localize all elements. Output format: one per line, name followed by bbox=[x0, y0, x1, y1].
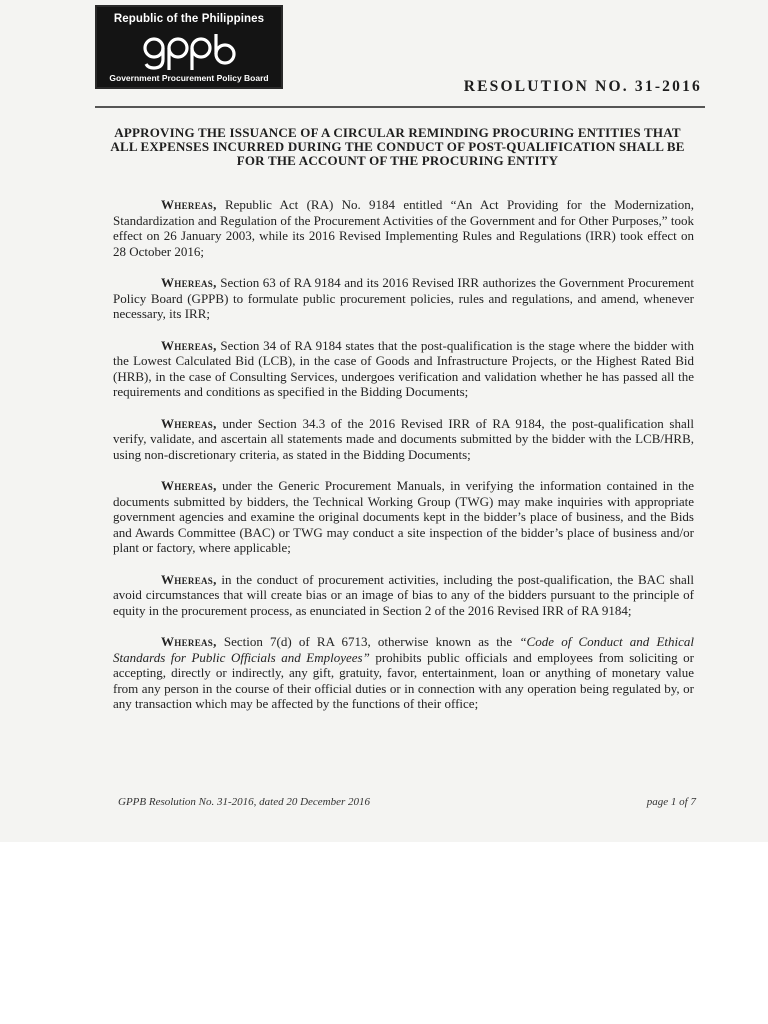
whereas-paragraph: Whereas, Republic Act (RA) No. 9184 entitled “An Act Providing for the Modernization, Standardization and Regulation of the Procurement Activities of the Government and for Other Purposes,” took effect on 26 January 2003, while its 2016 Revised Implementing Rules and Regulations (IRR) took effect on 28 October 2016; bbox=[113, 197, 694, 259]
whereas-paragraph: Whereas, under the Generic Procurement Manuals, in verifying the information contained in the documents submitted by bidders, the Technical Working Group (TWG) may make inquiries with appropriate government agencies and examine the original documents kept in the bidder’s place of business, and the Bids and Awards Committee (BAC) or TWG may conduct a site inspection of the bidder’s place of business and/or plant or factory, where applicable; bbox=[113, 478, 694, 555]
blank-margin bbox=[0, 842, 768, 1024]
logo-bottom-text: Government Procurement Policy Board bbox=[109, 73, 269, 83]
whereas-paragraph: Whereas, Section 34 of RA 9184 states that the post-qualification is the stage where the bidder with the Lowest Calculated Bid (LCB), in the case of Goods and Infrastructure Projects, or the Highest Rated Bid (HRB), in the case of Consulting Services, undergoes verification and validation whether he has passed all the requirements and conditions as specified in the Bidding Documents; bbox=[113, 337, 694, 399]
footer-reference: GPPB Resolution No. 31-2016, dated 20 December 2016 bbox=[118, 796, 371, 808]
resolution-body bbox=[113, 197, 694, 728]
gppb-logo bbox=[95, 5, 283, 89]
whereas-paragraph: Whereas, in the conduct of procurement activities, including the post-qualification, the BAC shall avoid circumstances that will create bias or an image of bias to any of the bidders pursuant to the principle of equity in the procurement process, as enunciated in Section 2 of the 2016 Revised IRR of RA 9184; bbox=[113, 571, 694, 618]
logo-top-text: Republic of the Philippines bbox=[113, 13, 265, 25]
whereas-paragraph: Whereas, Section 63 of RA 9184 and its 2016 Revised IRR authorizes the Government Procurement Policy Board (GPPB) to formulate public procurement policies, rules and regulations, and amend, whenever necessary, its IRR; bbox=[113, 275, 694, 321]
resolution-number: RESOLUTION NO. 31-2016 bbox=[463, 78, 702, 95]
gppb-logo-mark bbox=[140, 32, 240, 72]
code-of-conduct-title: “Code of Conduct and Ethical Standards for Public Officials and Employees” bbox=[113, 634, 694, 665]
page-number: page 1 of 7 bbox=[646, 796, 696, 808]
whereas-paragraph: Whereas, under Section 34.3 of the 2016 Revised IRR of RA 9184, the post-qualification shall verify, validate, and ascertain all statements made and documents submitted by the bidder with the LCB/HRB, using non-discretionary criteria, as stated in the Bidding Documents; bbox=[113, 415, 694, 462]
header-divider bbox=[95, 106, 705, 108]
resolution-title: APPROVING THE ISSUANCE OF A CIRCULAR REMINDING PROCURING ENTITIES THAT ALL EXPENSES INCURRED DURING THE CONDUCT OF POST-QUALIFICATION SHALL BE FOR THE ACCOUNT OF THE PROCURING ENTITY bbox=[110, 125, 685, 168]
whereas-paragraph: Whereas, Section 7(d) of RA 6713, otherwise known as the “Code of Conduct and Ethical Standards for Public Officials and Employees” prohibits public officials and employees from soliciting or accepting, directly or indirectly, any gift, gratuity, favor, entertainment, loan or anything of monetary value from any person in the course of their official duties or in connection with any operation being regulated by, or any transaction which may be affected by the functions of their office; bbox=[113, 634, 694, 711]
